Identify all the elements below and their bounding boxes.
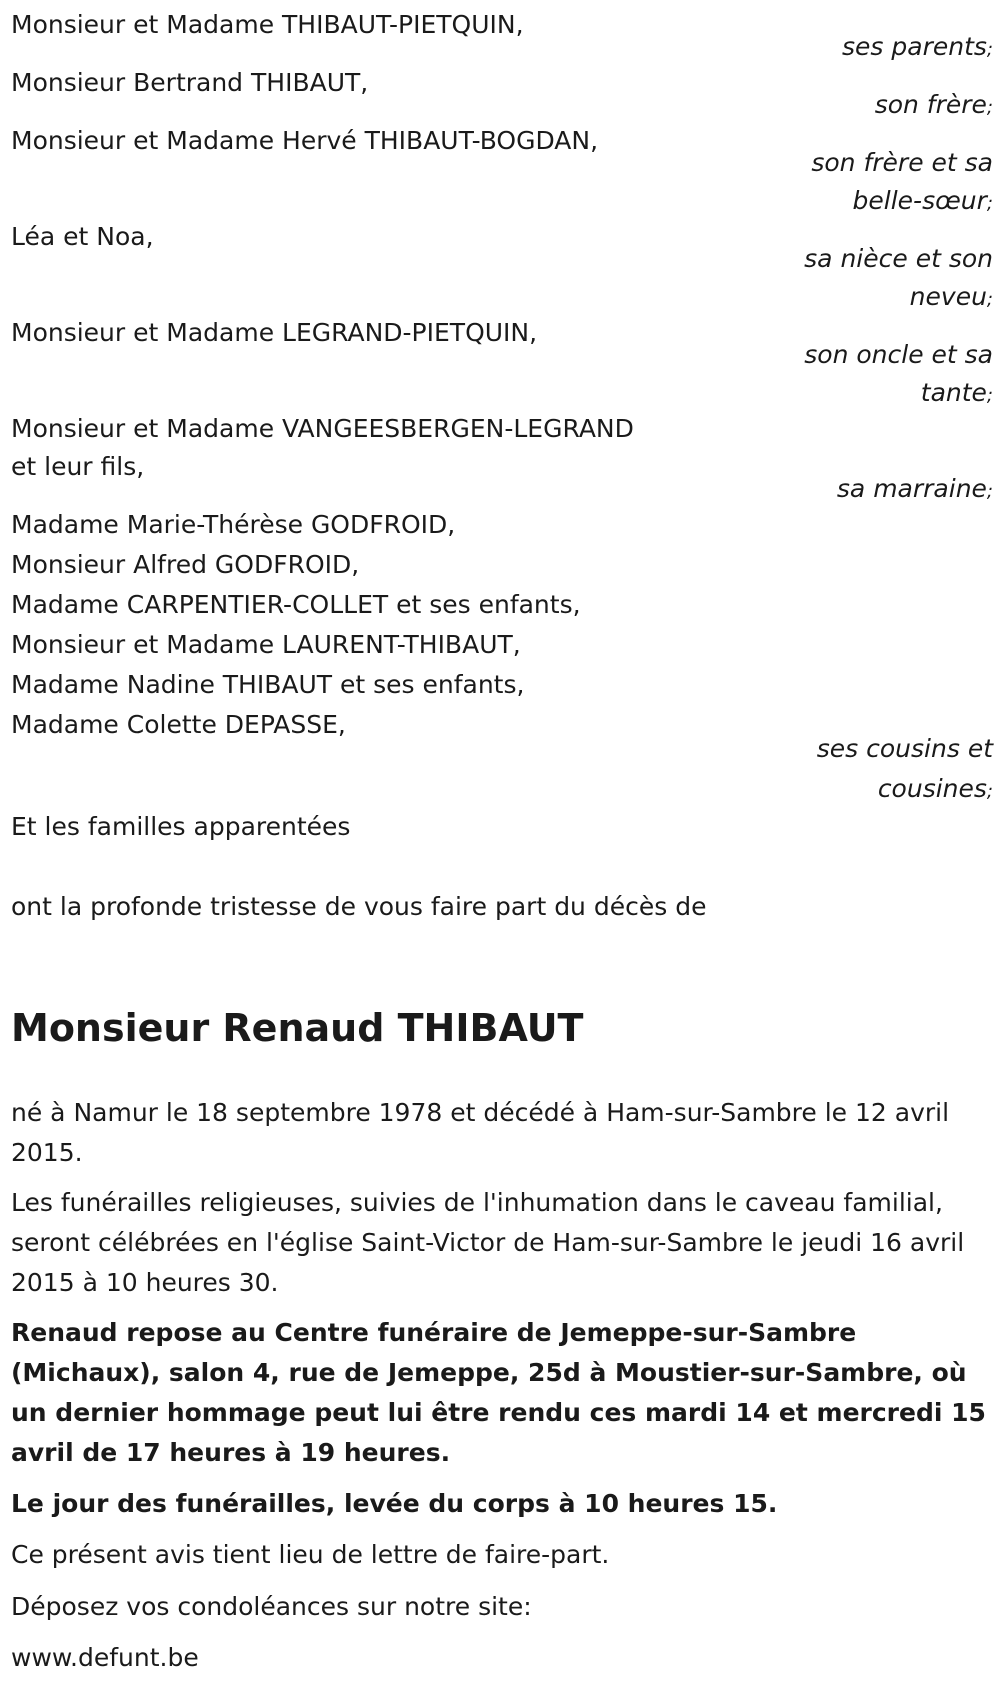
relative-relation: son frère et sa: [811, 148, 993, 177]
relative-relation: cousines;: [877, 774, 993, 803]
birth-death-paragraph: né à Namur le 18 septembre 1978 et décédé à Ham-sur-Sambre le 12 avril 2015.: [11, 1098, 950, 1167]
relative-name: Monsieur Alfred GODFROID,: [11, 550, 360, 579]
relative-name: Monsieur et Madame LAURENT-THIBAUT,: [11, 630, 521, 659]
relative-relation: tante;: [920, 378, 993, 407]
families-line: Et les familles apparentées: [11, 812, 351, 841]
relative-relation: son oncle et sa: [804, 340, 993, 369]
relative-name: Madame CARPENTIER-COLLET et ses enfants,: [11, 590, 581, 619]
relative-relation: belle-sœur;: [852, 186, 993, 215]
repose-paragraph: Renaud repose au Centre funéraire de Jemeppe-sur-Sambre (Michaux), salon 4, rue de Jemeppe, 25d à Moustier-sur-Sambre, où un dernier hommage peut lui être rendu ces mardi 14 et mercredi 15 avril de 17 heures à 19 heures.: [11, 1318, 986, 1467]
condolences-paragraph: Déposez vos condoléances sur notre site:: [11, 1592, 532, 1621]
relative-name: Monsieur Bertrand THIBAUT,: [11, 68, 369, 97]
relative-name: Madame Marie-Thérèse GODFROID,: [11, 510, 456, 539]
funeral-paragraph: Les funérailles religieuses, suivies de l'inhumation dans le caveau familial, seront célébrées en l'église Saint-Victor de Ham-sur-Sambre le jeudi 16 avril 2015 à 10 heures 30.: [11, 1188, 965, 1297]
relative-name: Monsieur et Madame VANGEESBERGEN-LEGRAND: [11, 414, 634, 443]
deceased-name: Monsieur Renaud THIBAUT: [11, 1006, 584, 1050]
relative-relation: ses parents;: [842, 32, 993, 61]
levee-paragraph: Le jour des funérailles, levée du corps à 10 heures 15.: [11, 1489, 778, 1518]
relative-name: Léa et Noa,: [11, 222, 154, 251]
notice-paragraph: Ce présent avis tient lieu de lettre de faire-part.: [11, 1540, 610, 1569]
relative-name: et leur fils,: [11, 452, 145, 481]
relative-name: Monsieur et Madame Hervé THIBAUT-BOGDAN,: [11, 126, 599, 155]
relative-relation: sa marraine;: [836, 474, 993, 503]
relative-relation: son frère;: [874, 90, 993, 119]
relative-relation: sa nièce et son: [804, 244, 993, 273]
relative-name: Madame Nadine THIBAUT et ses enfants,: [11, 670, 525, 699]
relative-name: Monsieur et Madame THIBAUT-PIETQUIN,: [11, 10, 524, 39]
relative-relation: neveu;: [909, 282, 993, 311]
website-link[interactable]: www.defunt.be: [11, 1643, 199, 1672]
relative-name: Madame Colette DEPASSE,: [11, 710, 346, 739]
announcement-line: ont la profonde tristesse de vous faire part du décès de: [11, 892, 707, 921]
relative-name: Monsieur et Madame LEGRAND-PIETQUIN,: [11, 318, 538, 347]
relative-relation: ses cousins et: [816, 734, 993, 763]
